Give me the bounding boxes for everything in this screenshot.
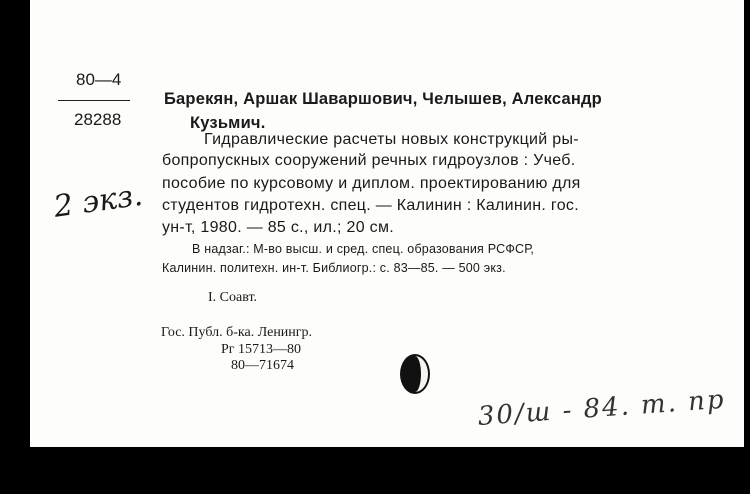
description-line: ун-т, 1980. — 85 с., ил.; 20 см. xyxy=(162,219,395,236)
notes-line: Калинин. политехн. ин-т. Библиогр.: с. 83—85. — 500 экз. xyxy=(162,261,506,275)
description-line: пособие по курсовому и диплом. проектированию для xyxy=(162,175,581,192)
scan-border-left xyxy=(0,0,30,494)
scan-border-bottom xyxy=(0,447,750,494)
library-accession: 80—71674 xyxy=(231,358,294,373)
catalog-card xyxy=(30,0,744,447)
handwritten-note: 30/ш - 84. т. пр xyxy=(476,384,727,432)
notes-line: В надзаг.: М-во высш. и сред. спец. образования РСФСР, xyxy=(192,242,535,256)
description-line: бопропускных сооружений речных гидроузлов : Учеб. xyxy=(162,152,576,169)
punch-hole-icon xyxy=(399,352,431,396)
description-line: студентов гидротехн. спец. — Калинин : Калинин. гос. xyxy=(162,197,579,214)
tracing: I. Соавт. xyxy=(208,290,258,305)
call-number-divider xyxy=(58,100,130,101)
library-code: Рг 15713—80 xyxy=(221,342,302,357)
scan-border-right xyxy=(744,0,750,494)
handwritten-copies: 2 экз. xyxy=(51,177,145,225)
library-name: Гос. Публ. б-ка. Ленингр. xyxy=(161,325,313,340)
heading-authors: Барекян, Аршак Шаваршович, Челышев, Александр xyxy=(164,90,602,108)
description-line: Гидравлические расчеты новых конструкций ры- xyxy=(204,131,579,148)
heading-authors-cont: Кузьмич. xyxy=(190,114,266,132)
call-number-bottom: 28288 xyxy=(74,110,122,129)
call-number-top: 80—4 xyxy=(76,70,122,89)
